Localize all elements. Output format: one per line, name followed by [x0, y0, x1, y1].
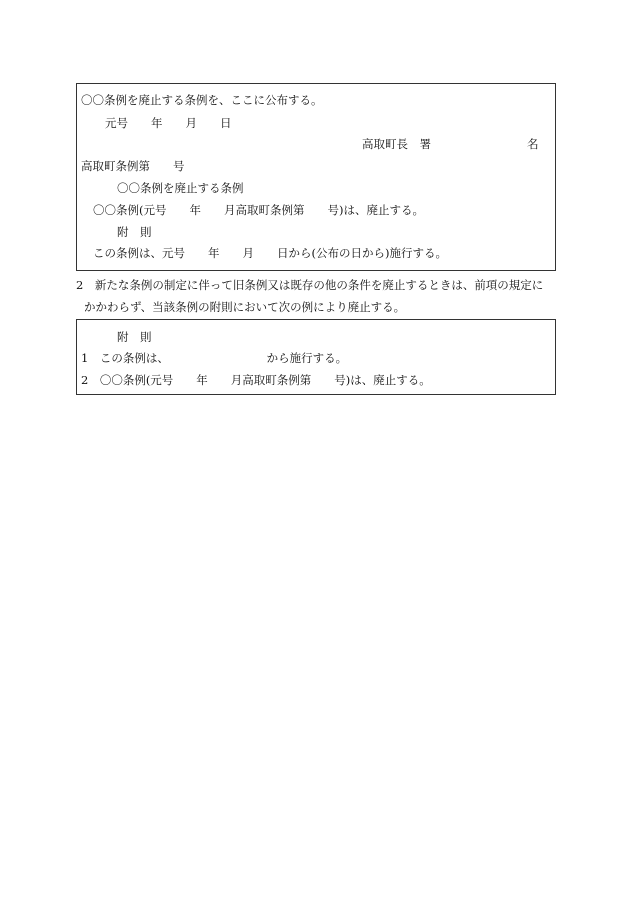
date-line: 元号 年 月 日	[105, 116, 232, 130]
promulgation-line: 〇〇条例を廃止する条例を、ここに公布する。	[81, 93, 323, 107]
ordinance-number-line: 高取町条例第 号	[81, 159, 185, 173]
supplementary-item-2: 2 〇〇条例(元号 年 月高取町条例第 号)は、廃止する。	[81, 373, 431, 387]
paragraph-2-line-2: かかわらず、当該条例の附則において次の例により廃止する。	[84, 300, 406, 314]
enforcement-line: この条例は、元号 年 月 日から(公布の日から)施行する。	[93, 246, 447, 260]
mayor-signature-line: 高取町長 署	[362, 137, 431, 151]
supplementary-heading-2: 附 則	[117, 330, 152, 344]
supplementary-item-1: 1 この条例は、 から施行する。	[81, 351, 348, 365]
ordinance-box	[76, 83, 556, 271]
ordinance-title-line: 〇〇条例を廃止する条例	[117, 181, 244, 195]
supplementary-heading: 附 則	[117, 225, 152, 239]
repeal-statement-line: 〇〇条例(元号 年 月高取町条例第 号)は、廃止する。	[93, 203, 424, 217]
paragraph-2-line-1: 2 新たな条例の制定に伴って旧条例又は既存の他の条件を廃止するときは、前項の規定に	[76, 278, 544, 292]
mayor-name-char: 名	[527, 137, 539, 151]
